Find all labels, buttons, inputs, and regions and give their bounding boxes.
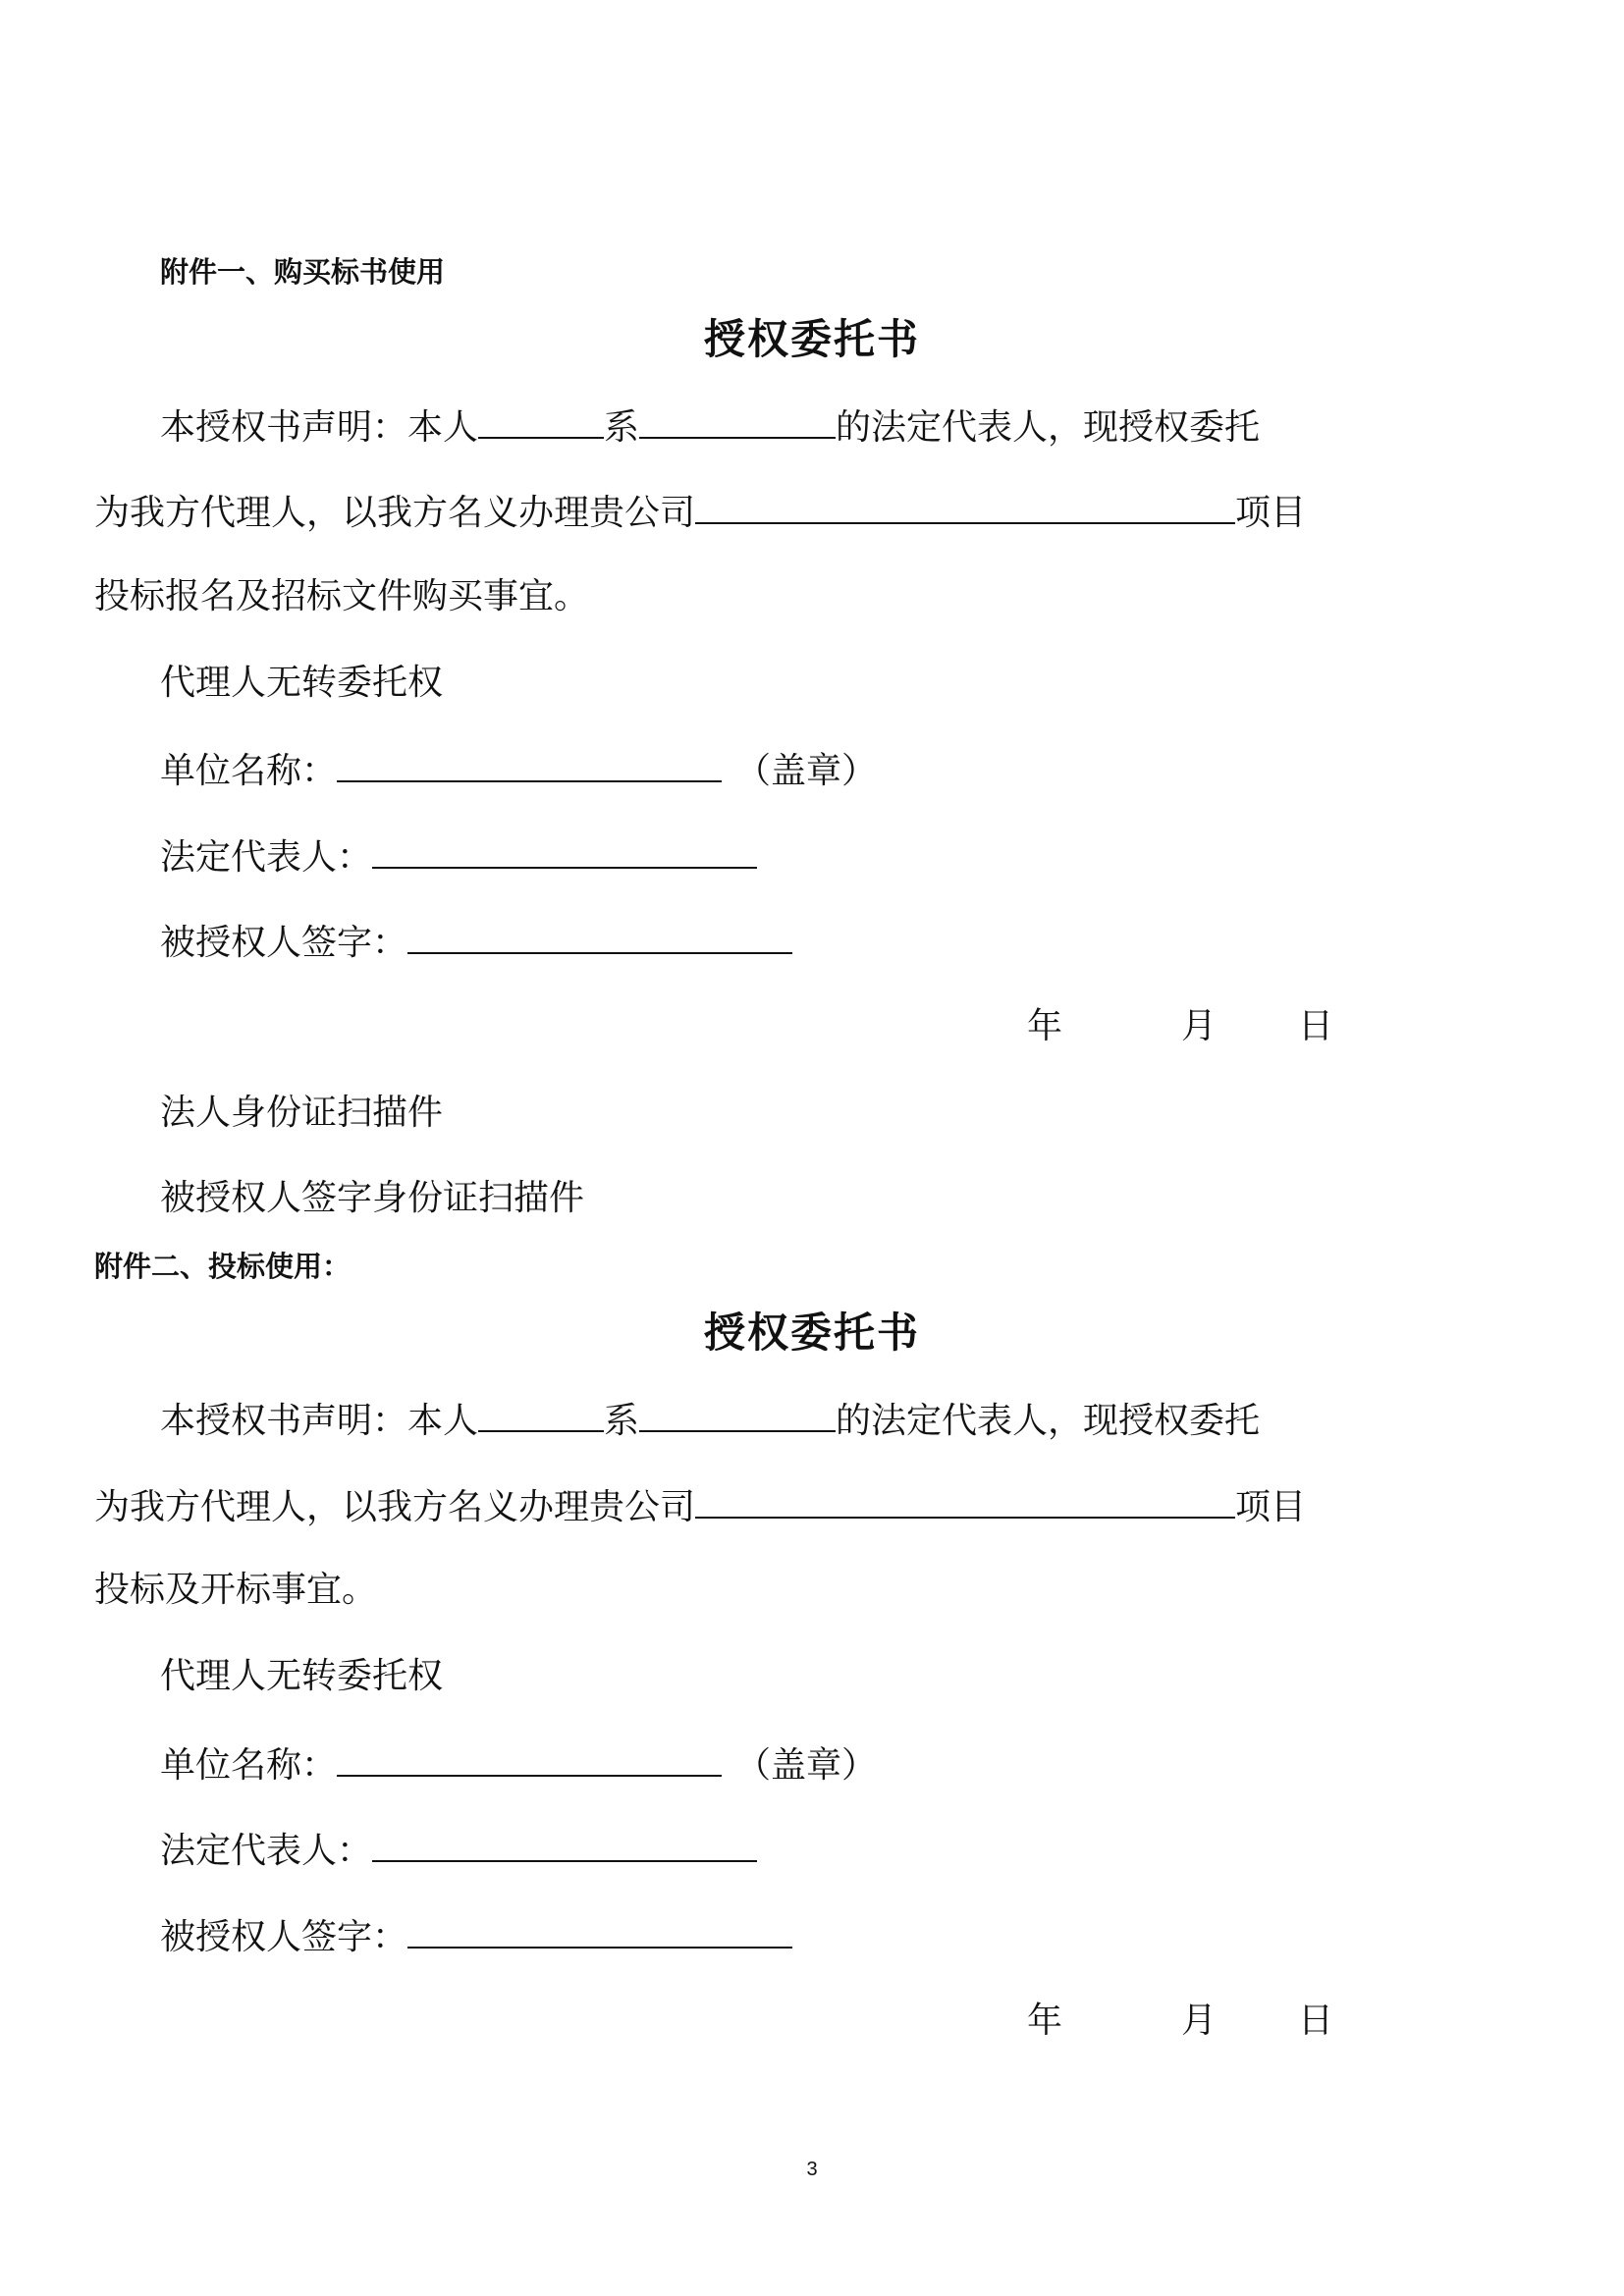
date-month: 月 [1181,1006,1218,1046]
agent-sign-label: 被授权人签字： [160,1917,408,1957]
legal-rep-blank[interactable] [372,837,757,869]
date-year: 年 [1027,1006,1063,1046]
agent-sign-row [160,923,792,961]
statement-text-c: 的法定代表人，现授权委托 [836,407,1261,448]
agent-sign-row [160,1917,792,1955]
agent-sign-blank[interactable] [407,1917,792,1949]
legal-rep-blank[interactable] [372,1831,757,1862]
statement-text-e: 项目 [1235,493,1307,533]
statement-text-a: 本授权书声明：本人 [160,1401,479,1441]
document-title-2: 授权委托书 [703,1308,920,1357]
statement-line-1 [160,407,1260,446]
legal-rep-row [160,837,757,876]
legal-rep-label: 法定代表人： [160,837,373,878]
legal-rep-row [160,1831,757,1869]
project-blank[interactable] [695,493,1235,524]
no-transfer-text: 代理人无转委托权 [160,663,444,703]
seal-note: （盖章） [735,751,878,791]
statement-text-e: 项目 [1235,1487,1307,1527]
statement-text-d: 为我方代理人，以我方名义办理贵公司 [94,493,696,533]
statement-line-3: 投标及开标事宜。 [94,1570,378,1610]
date-day: 日 [1298,2001,1334,2041]
name-blank[interactable] [478,407,604,439]
date-day: 日 [1298,1006,1334,1046]
statement-line-2 [94,493,1306,531]
agent-sign-label: 被授权人签字： [160,923,408,963]
date-month: 月 [1181,2001,1218,2041]
statement-line-3: 投标报名及招标文件购买事宜。 [94,576,590,616]
legal-rep-label: 法定代表人： [160,1831,373,1871]
statement-text-b: 系 [604,1401,640,1441]
page-number: 3 [806,2159,818,2180]
statement-text-d: 为我方代理人，以我方名义办理贵公司 [94,1487,696,1527]
attachment-label-2: 附件二、投标使用： [94,1250,352,1283]
company-name-label: 单位名称： [160,751,338,791]
no-transfer-text: 代理人无转委托权 [160,1656,444,1696]
agent-sign-blank[interactable] [407,923,792,954]
agent-id-scan-text: 被授权人签字身份证扫描件 [160,1178,585,1218]
name-blank[interactable] [478,1401,604,1432]
project-blank[interactable] [695,1487,1235,1519]
statement-line-1 [160,1401,1260,1439]
company-name-row [160,751,877,789]
date-year: 年 [1027,2001,1063,2041]
statement-line-2 [94,1487,1306,1525]
company-blank[interactable] [639,1401,836,1432]
company-name-blank[interactable] [337,751,722,782]
company-name-row [160,1745,877,1784]
statement-text-b: 系 [604,407,640,448]
statement-text-a: 本授权书声明：本人 [160,407,479,448]
company-blank[interactable] [639,407,836,439]
document-title-1: 授权委托书 [703,315,920,363]
statement-text-c: 的法定代表人，现授权委托 [836,1401,1261,1441]
company-name-label: 单位名称： [160,1745,338,1786]
company-name-blank[interactable] [337,1745,722,1777]
legal-id-scan-text: 法人身份证扫描件 [160,1093,444,1133]
attachment-label-1: 附件一、购买标书使用 [160,255,446,289]
seal-note: （盖章） [735,1745,878,1786]
